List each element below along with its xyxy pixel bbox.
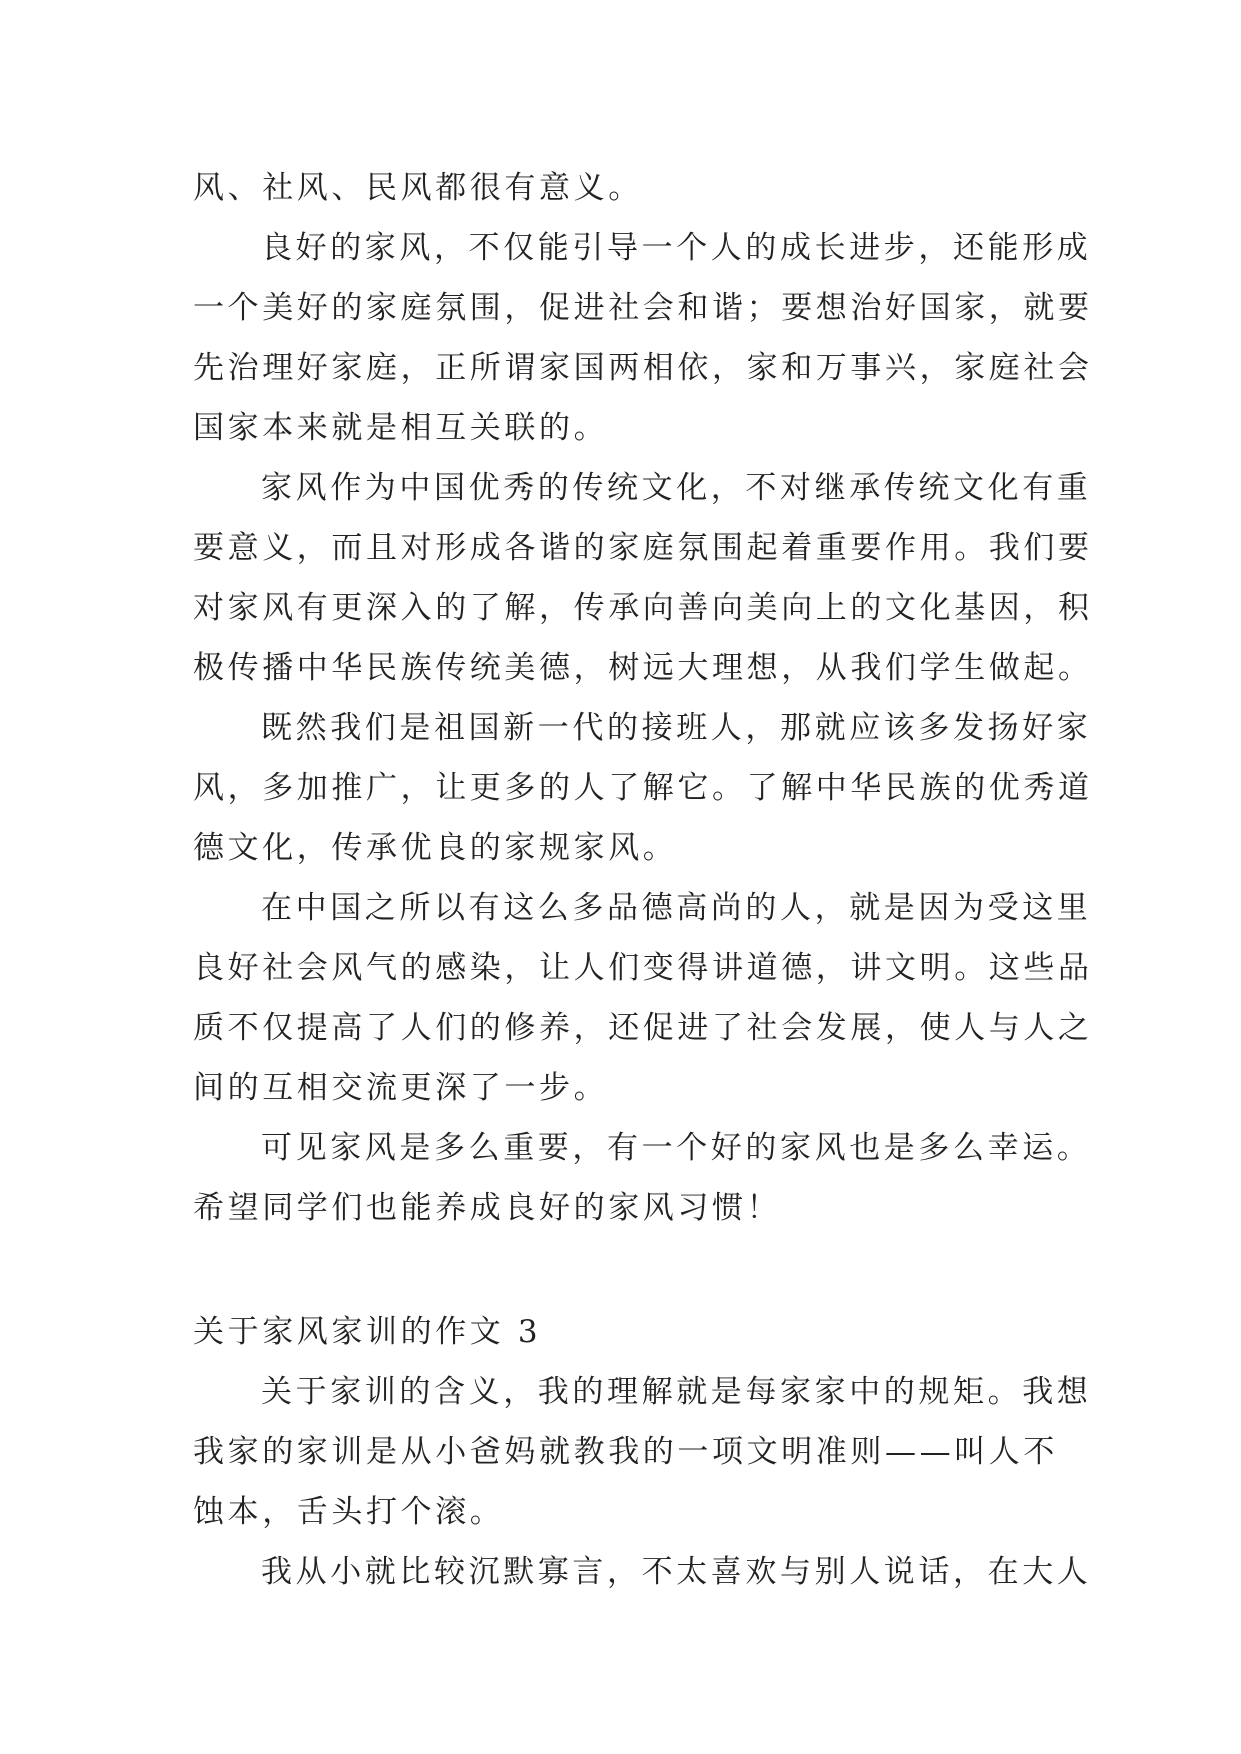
text-line: 蚀本，舌头打个滚。	[193, 1494, 505, 1530]
paragraph	[193, 1362, 1092, 1542]
text-line: 良好社会风气的感染，让人们变得讲道德，讲文明。这些品	[193, 950, 1093, 986]
text-line: 一个美好的家庭氛围，促进社会和谐；要想治好国家，就要	[193, 290, 1093, 326]
text-line: 我从小就比较沉默寡言，不太喜欢与别人说话，在大人	[261, 1554, 1092, 1590]
paragraph	[193, 1118, 1092, 1238]
document-body	[193, 158, 1093, 1602]
text-line: 先治理好家庭，正所谓家国两相依，家和万事兴，家庭社会	[193, 350, 1093, 386]
text-line: 间的互相交流更深了一步。	[193, 1070, 609, 1106]
section-spacer	[193, 1238, 1073, 1302]
text-line: 既然我们是祖国新一代的接班人，那就应该多发扬好家	[261, 710, 1092, 746]
paragraph	[193, 1542, 1092, 1602]
text-line: 质不仅提高了人们的修养，还促进了社会发展，使人与人之	[193, 1010, 1093, 1046]
text-line: 极传播中华民族传统美德，树远大理想，从我们学生做起。	[193, 650, 1093, 686]
text-line: 风、社风、民风都很有意义。	[193, 170, 643, 206]
paragraph	[193, 458, 1093, 698]
text-line: 希望同学们也能养成良好的家风习惯！	[193, 1190, 782, 1226]
text-line: 在中国之所以有这么多品德高尚的人，就是因为受这里	[261, 890, 1092, 926]
text-line: 国家本来就是相互关联的。	[193, 410, 609, 446]
text-line: 德文化，传承优良的家规家风。	[193, 830, 678, 866]
text-line: 良好的家风，不仅能引导一个人的成长进步，还能形成	[261, 230, 1092, 266]
text-line: 家风作为中国优秀的传统文化，不对继承传统文化有重	[261, 470, 1092, 506]
paragraph	[193, 218, 1093, 458]
text-line: 关于家训的含义，我的理解就是每家家中的规矩。我想	[261, 1374, 1092, 1410]
paragraph	[193, 878, 1093, 1118]
paragraph	[193, 698, 1093, 878]
section-title: 关于家风家训的作文 3	[193, 1314, 542, 1350]
text-line: 可见家风是多么重要，有一个好的家风也是多么幸运。	[261, 1130, 1092, 1166]
text-line: 对家风有更深入的了解，传承向善向美向上的文化基因，积	[193, 590, 1093, 626]
text-line: 风，多加推广，让更多的人了解它。了解中华民族的优秀道	[193, 770, 1093, 806]
paragraph-continuation	[193, 158, 1073, 218]
text-line: 我家的家训是从小爸妈就教我的一项文明准则——叫人不	[193, 1434, 1058, 1470]
text-line: 要意义，而且对形成各谐的家庭氛围起着重要作用。我们要	[193, 530, 1093, 566]
